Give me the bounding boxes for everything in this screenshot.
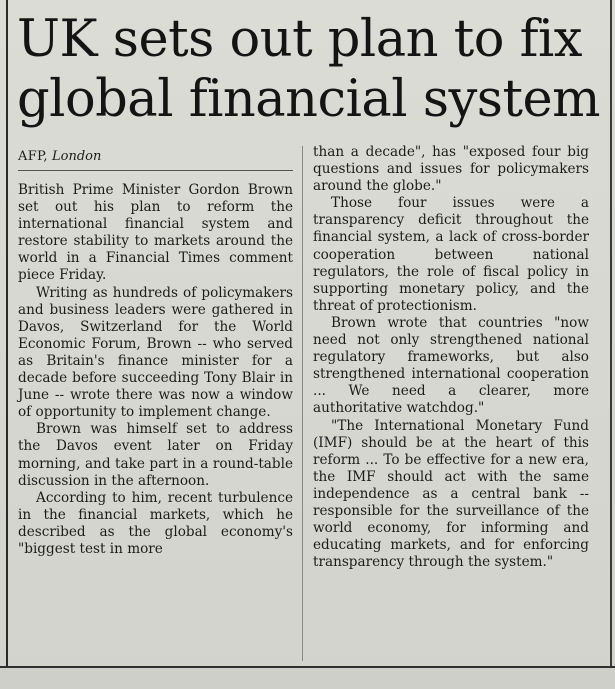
paragraph: Writing as hundreds of policymakers and business leaders were gathered in Davos, Switzerland for the World Economic Forum, Brown -- who served as Britain's finance minister for a decade before succeeding Tony Blair in June -- wrote there was now a window of opportunity to implement change.	[18, 284, 293, 421]
paragraph: Brown was himself set to address the Davos event later on Friday morning, and take part in a round-table discussion in the afternoon.	[18, 421, 293, 489]
paragraph: According to him, recent turbulence in the financial markets, which he described as the global economy's "biggest test in more	[18, 489, 293, 557]
column-divider	[302, 146, 303, 661]
article-headline: UK sets out plan to fix global financial system	[17, 10, 601, 129]
article-byline	[18, 148, 101, 166]
right-border-rule	[610, 0, 612, 667]
paragraph: Those four issues were a transparency deficit throughout the financial system, a lack of cross-border cooperation between national regulators, the role of fiscal policy in supporting monetary policy, and the threat of protectionism.	[313, 195, 589, 314]
byline-rule	[18, 170, 293, 171]
paragraph: than a decade", has "exposed four big questions and issues for policymakers around the globe."	[313, 144, 589, 195]
page-bottom-margin	[0, 668, 615, 689]
paragraph: "The International Monetary Fund (IMF) should be at the heart of this reform ... To be effective for a new era, the IMF should act with the same independence as a central bank -- responsible for the surveillance of the world economy, for informing and educating markets, and for enforcing transparency through the system."	[313, 417, 589, 571]
left-border-rule	[6, 0, 8, 667]
article-column-1	[18, 182, 293, 558]
paragraph: British Prime Minister Gordon Brown set out his plan to reform the international financial system and restore stability to markets around the world in a Financial Times comment piece Friday.	[18, 182, 293, 284]
byline-place: London	[52, 149, 102, 164]
byline-agency: AFP,	[18, 149, 48, 164]
article-column-2	[313, 144, 589, 571]
paragraph: Brown wrote that countries "now need not only strengthened national regulatory frameworks, but also strengthened international cooperation ... We need a clearer, more authoritative watchdog."	[313, 314, 589, 417]
